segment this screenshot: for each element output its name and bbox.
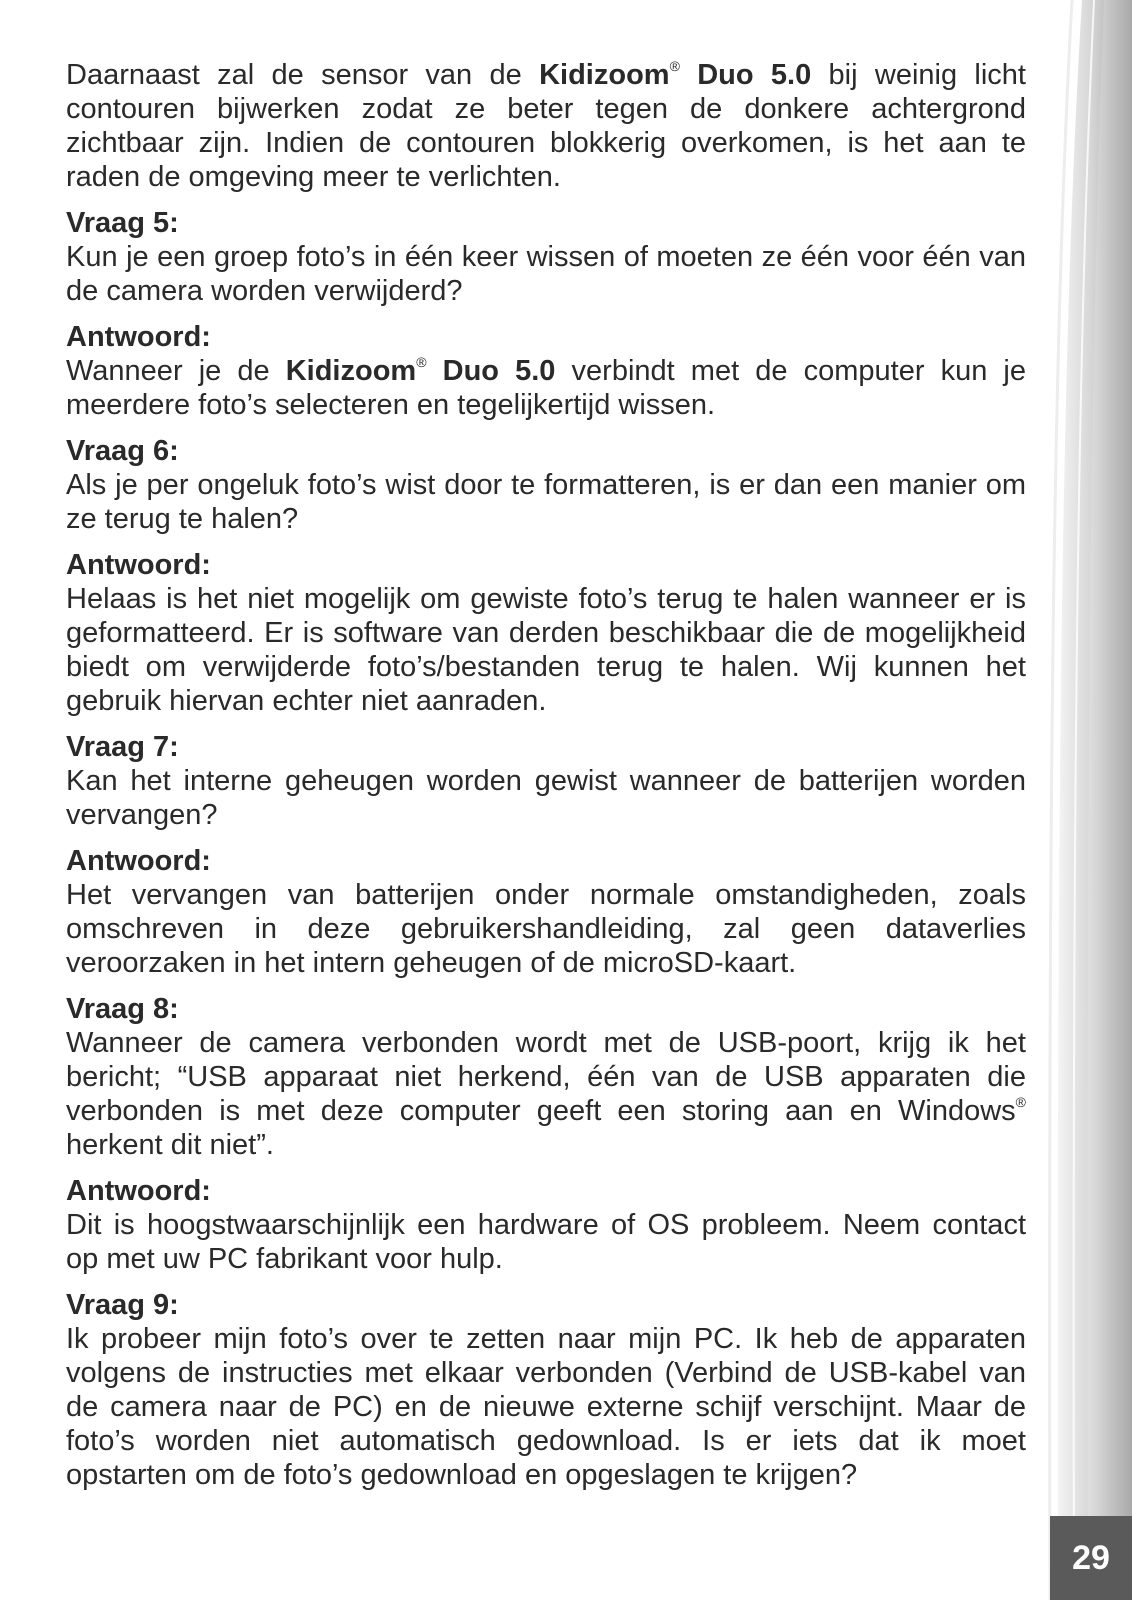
page-number: 29 <box>1050 1516 1132 1600</box>
answer-block-6 <box>66 548 1026 718</box>
question-text: Kun je een groep foto’s in één keer wissen of moeten ze één voor één van de camera worden verwijderd? <box>66 241 1026 307</box>
question-text: Als je per ongeluk foto’s wist door te formatteren, is er dan een manier om ze terug te halen? <box>66 469 1026 535</box>
question-block-6 <box>66 434 1026 536</box>
registered-mark: ® <box>669 58 680 75</box>
model-name: Duo 5.0 <box>426 355 556 387</box>
answer-text: Dit is hoogstwaarschijnlijk een hardware of OS probleem. Neem contact op met uw PC fabrikant voor hulp. <box>66 1209 1026 1275</box>
answer-label: Antwoord: <box>66 1175 211 1207</box>
question-block-7 <box>66 730 1026 832</box>
answer-label: Antwoord: <box>66 321 211 353</box>
answer-text-start: Wanneer je de <box>66 355 286 387</box>
answer-label: Antwoord: <box>66 845 211 877</box>
brand-name: Kidizoom <box>539 59 670 91</box>
intro-text-start: Daarnaast zal de sensor van de <box>66 59 540 91</box>
answer-label: Antwoord: <box>66 549 211 581</box>
answer-text-end: verbindt met de computer kun je meerdere foto’s selecteren en tegelijkertijd wissen. <box>66 355 1026 421</box>
answer-text: Het vervangen van batterijen onder normale omstandigheden, zoals omschreven in deze gebruikershandleiding, zal geen dataverlies veroorzaken in het intern geheugen of de microSD-kaart. <box>66 879 1026 979</box>
question-text-start: Wanneer de camera verbonden wordt met de USB-poort, krijg ik het bericht; “USB apparaat niet herkend, één van de USB apparaten die verbonden is met deze computer geeft een storing aan en Windows <box>66 1027 1026 1127</box>
decorative-side-band <box>1042 0 1132 1600</box>
model-name: Duo 5.0 <box>679 59 812 91</box>
question-block-5 <box>66 206 1026 308</box>
question-text-end: herkent dit niet”. <box>66 1129 274 1161</box>
registered-mark: ® <box>416 354 427 371</box>
question-label: Vraag 7: <box>66 731 179 763</box>
question-block-8 <box>66 992 1026 1162</box>
question-block-9 <box>66 1288 1026 1492</box>
answer-block-8 <box>66 1174 1026 1276</box>
intro-paragraph <box>66 58 1026 194</box>
side-band-graphic <box>1042 0 1132 1600</box>
brand-name: Kidizoom <box>285 355 417 387</box>
question-label: Vraag 6: <box>66 435 179 467</box>
registered-mark: ® <box>1015 1094 1026 1111</box>
question-label: Vraag 5: <box>66 207 179 239</box>
answer-text <box>66 354 1026 422</box>
question-text: Kan het interne geheugen worden gewist wanneer de batterijen worden vervangen? <box>66 765 1026 831</box>
faq-content <box>66 58 1026 1504</box>
answer-block-7 <box>66 844 1026 980</box>
answer-text: Helaas is het niet mogelijk om gewiste foto’s terug te halen wanneer er is geformatteerd. Er is software van derden beschikbaar die de mogelijkheid biedt om verwijderde foto’s/bestanden terug te halen. Wij kunnen het gebruik hiervan echter niet aanraden. <box>66 583 1026 717</box>
answer-block-5 <box>66 320 1026 422</box>
question-text: Ik probeer mijn foto’s over te zetten naar mijn PC. Ik heb de apparaten volgens de instructies met elkaar verbonden (Verbind de USB-kabel van de camera naar de PC) en de nieuwe externe schijf verschijnt. Maar de foto’s worden niet automatisch gedownload. Is er iets dat ik moet opstarten om de foto’s gedownload en opgeslagen te krijgen? <box>66 1323 1026 1491</box>
question-label: Vraag 9: <box>66 1289 179 1321</box>
intro-text-end: bij weinig licht contouren bijwerken zodat ze beter tegen de donkere achtergrond zichtbaar zijn. Indien de contouren blokkerig overkomen, is het aan te raden de omgeving meer te verlichten. <box>66 59 1026 193</box>
question-text <box>66 1026 1026 1162</box>
question-label: Vraag 8: <box>66 993 179 1025</box>
